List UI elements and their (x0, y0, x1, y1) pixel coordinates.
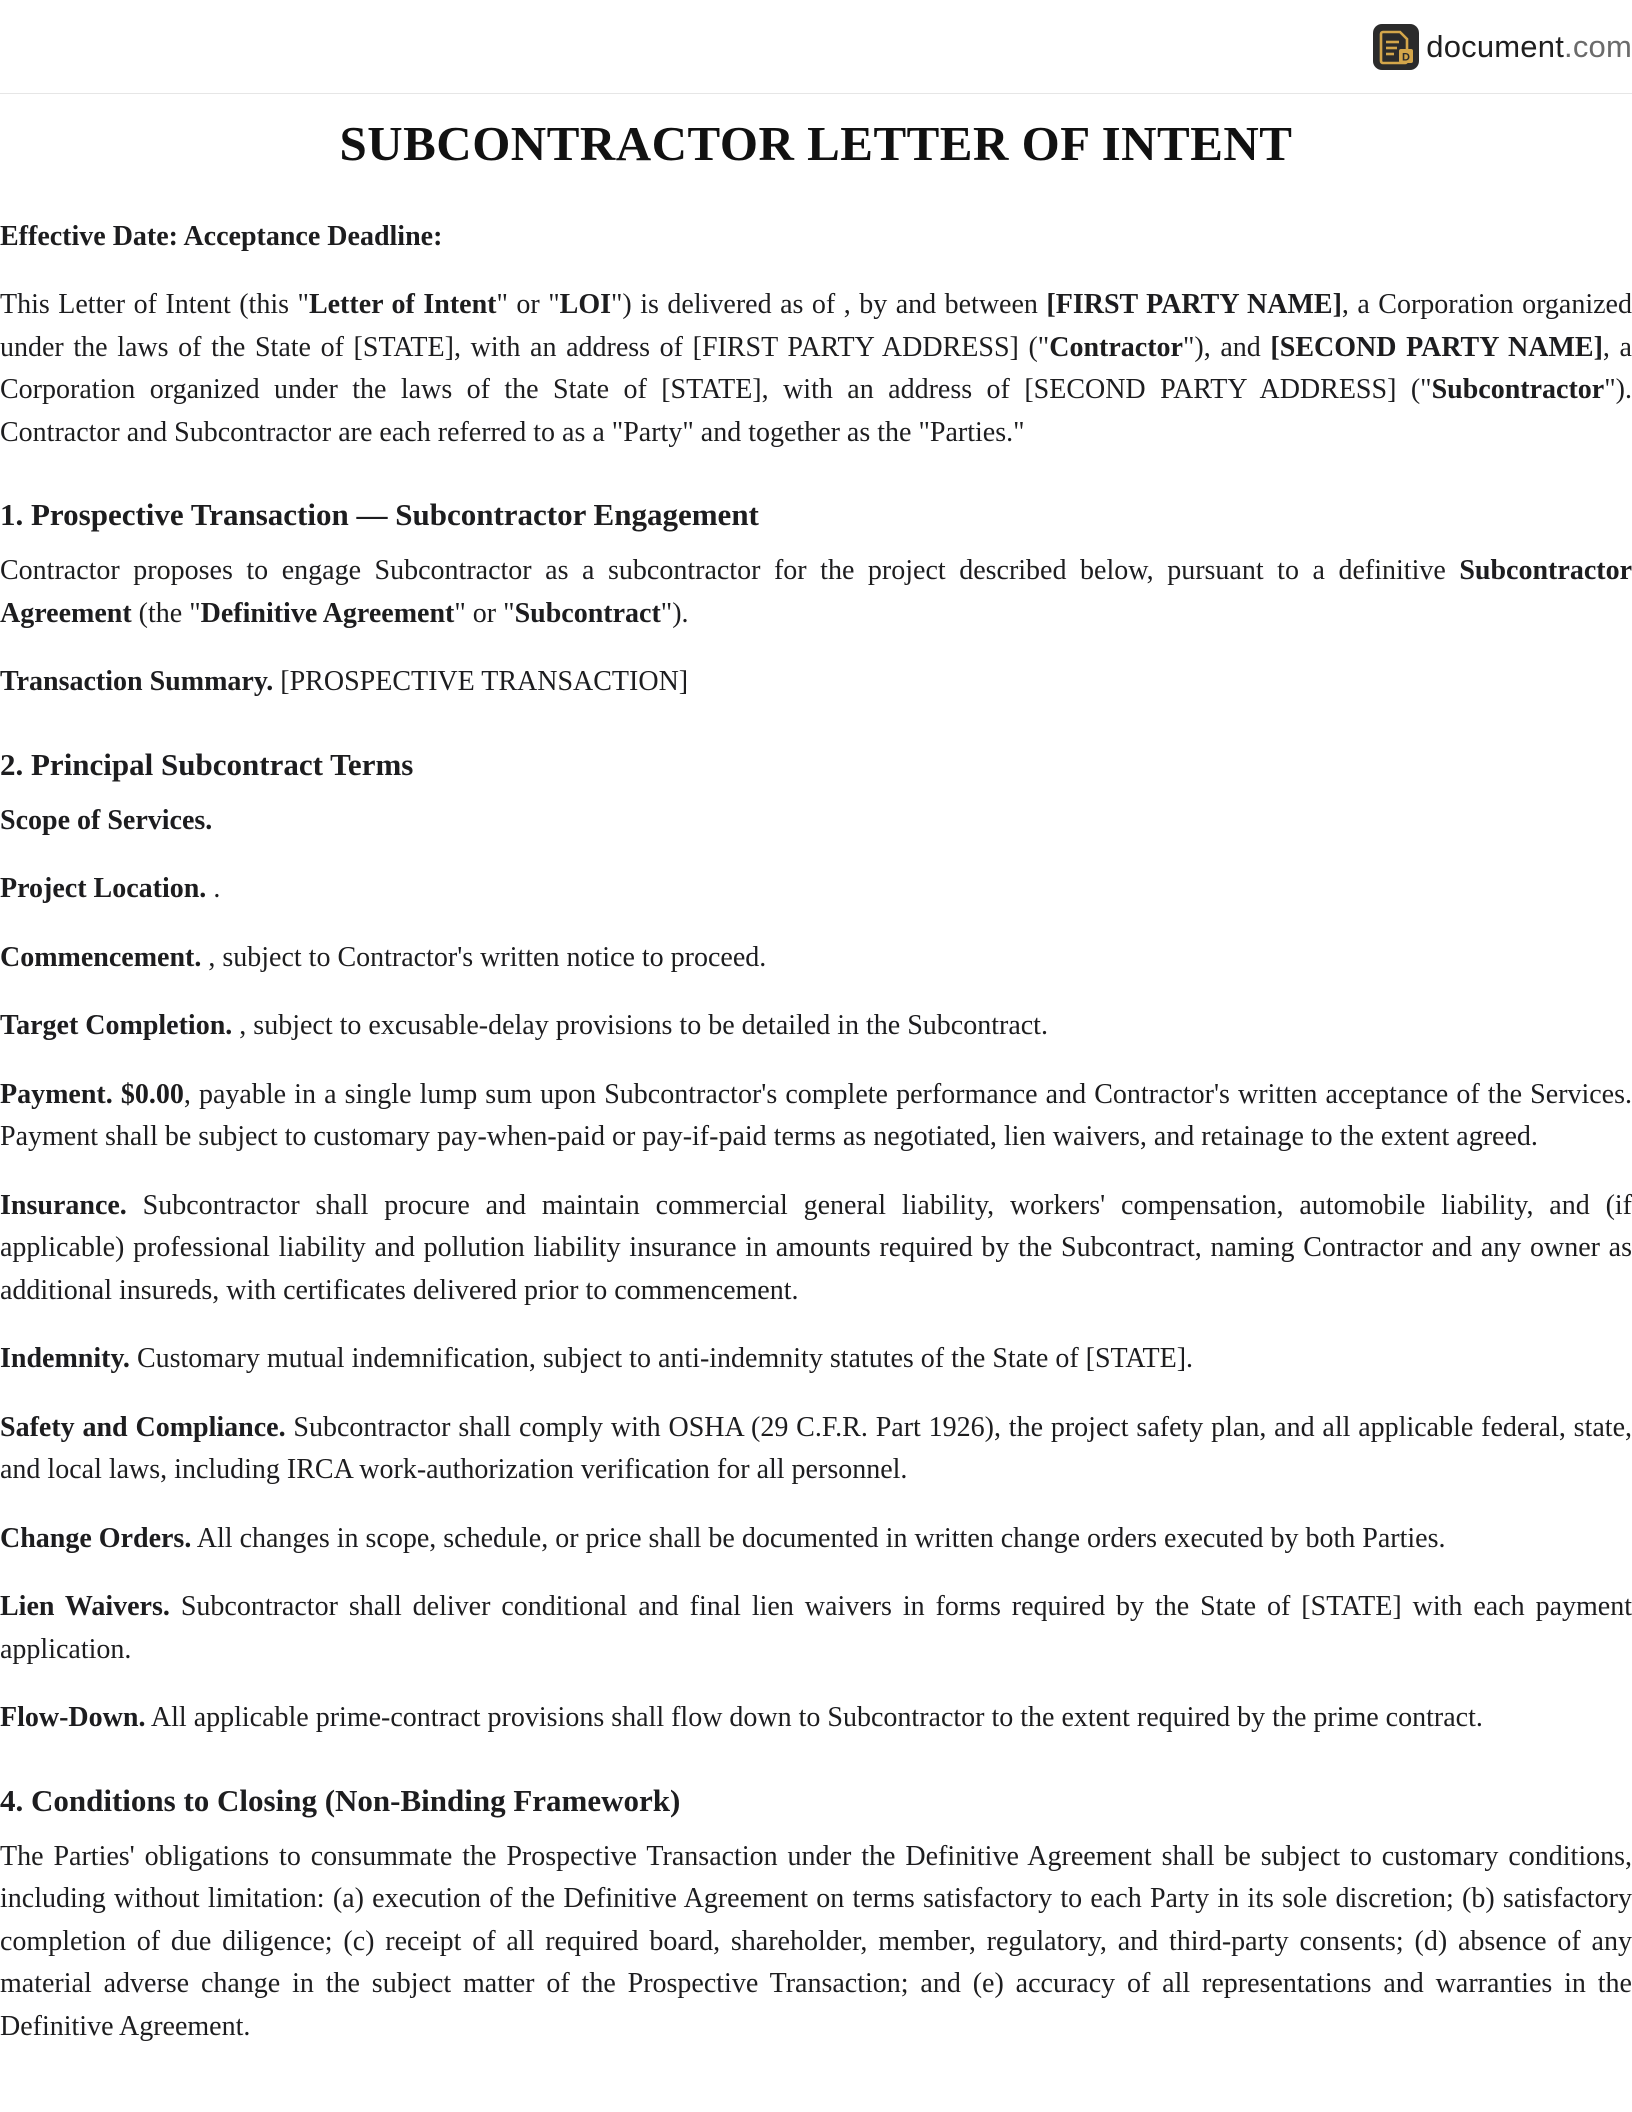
intro-paragraph: This Letter of Intent (this "Letter of Intent" or "LOI") is delivered as of , by and between [FIRST PARTY NAME], a Corporation organized under the laws of the State of [STATE], with an address of [FIRST PARTY ADDRESS] ("Contractor"), and [SECOND PARTY NAME], a Corporation organized under the laws of the State of [STATE], with an address of [SECOND PARTY ADDRESS] ("Subcontractor"). Contractor and Subcontractor are each referred to as a "Party" and together as the "Parties." (0, 289, 1632, 448)
section-4-heading: 4. Conditions to Closing (Non-Binding Framework) (0, 1782, 681, 1818)
effective-date-line: Effective Date: Acceptance Deadline: (0, 221, 443, 252)
header-bar (0, 0, 1632, 94)
term-indemnity: Indemnity. Customary mutual indemnification, subject to anti-indemnity statutes of the State of [STATE]. (0, 1343, 1194, 1374)
term-lien-waivers: Lien Waivers. Subcontractor shall deliver conditional and final lien waivers in forms required by the State of [STATE] with each payment application. (0, 1591, 1632, 1665)
term-scope-of-services: Scope of Services. (0, 804, 213, 836)
brand-name: document.com (1426, 29, 1632, 64)
document-title: SUBCONTRACTOR LETTER OF INTENT (339, 116, 1293, 171)
term-target-completion: Target Completion. , subject to excusable-delay provisions to be detailed in the Subcontract. (0, 1010, 1048, 1041)
section-1-heading: 1. Prospective Transaction — Subcontractor Engagement (0, 497, 759, 532)
section-1-paragraph: Contractor proposes to engage Subcontractor as a subcontractor for the project described below, pursuant to a definitive Subcontractor Agreement (the "Definitive Agreement" or "Subcontract"). (0, 555, 1632, 629)
section-2-heading: 2. Principal Subcontract Terms (0, 746, 414, 782)
term-commencement: Commencement. , subject to Contractor's written notice to proceed. (0, 941, 767, 973)
term-payment: Payment. $0.00, payable in a single lump sum upon Subcontractor's complete performance and Contractor's written acceptance of the Services. Payment shall be subject to customary pay-when-paid or pay-if-paid terms as negotiated, lien waivers, and retainage to the extent agreed. (0, 1078, 1632, 1152)
term-safety-compliance: Safety and Compliance. Subcontractor shall comply with OSHA (29 C.F.R. Part 1926), the project safety plan, and all applicable federal, state, and local laws, including IRCA work-authorization verification for all personnel. (0, 1411, 1632, 1485)
term-flow-down: Flow-Down. All applicable prime-contract provisions shall flow down to Subcontractor to the extent required by the prime contract. (0, 1702, 1483, 1733)
term-project-location: Project Location. . (0, 873, 221, 904)
term-insurance: Insurance. Subcontractor shall procure and maintain commercial general liability, workers' compensation, automobile liability, and (if applicable) professional liability and pollution liability insurance in amounts required by the Subcontract, naming Contractor and any owner as additional insureds, with certificates delivered prior to commencement. (0, 1189, 1632, 1306)
transaction-summary: Transaction Summary. [PROSPECTIVE TRANSACTION] (0, 666, 689, 697)
svg-text:D: D (1402, 51, 1411, 64)
brand-logo[interactable] (1373, 24, 1632, 70)
document-logo-icon (1373, 24, 1419, 70)
document-body (0, 94, 1632, 2048)
term-change-orders: Change Orders. All changes in scope, schedule, or price shall be documented in written change orders executed by both Parties. (0, 1522, 1446, 1554)
section-4-paragraph: The Parties' obligations to consummate the Prospective Transaction under the Definitive Agreement shall be subject to customary conditions, including without limitation: (a) execution of the Definitive Agreement on terms satisfactory to each Party in its sole discretion; (b) satisfactory completion of due diligence; (c) receipt of all required board, shareholder, member, regulatory, and third-party consents; (d) absence of any material adverse change in the subject matter of the Prospective Transaction; and (e) accuracy of all representations and warranties in the Definitive Agreement. (0, 1840, 1632, 2042)
